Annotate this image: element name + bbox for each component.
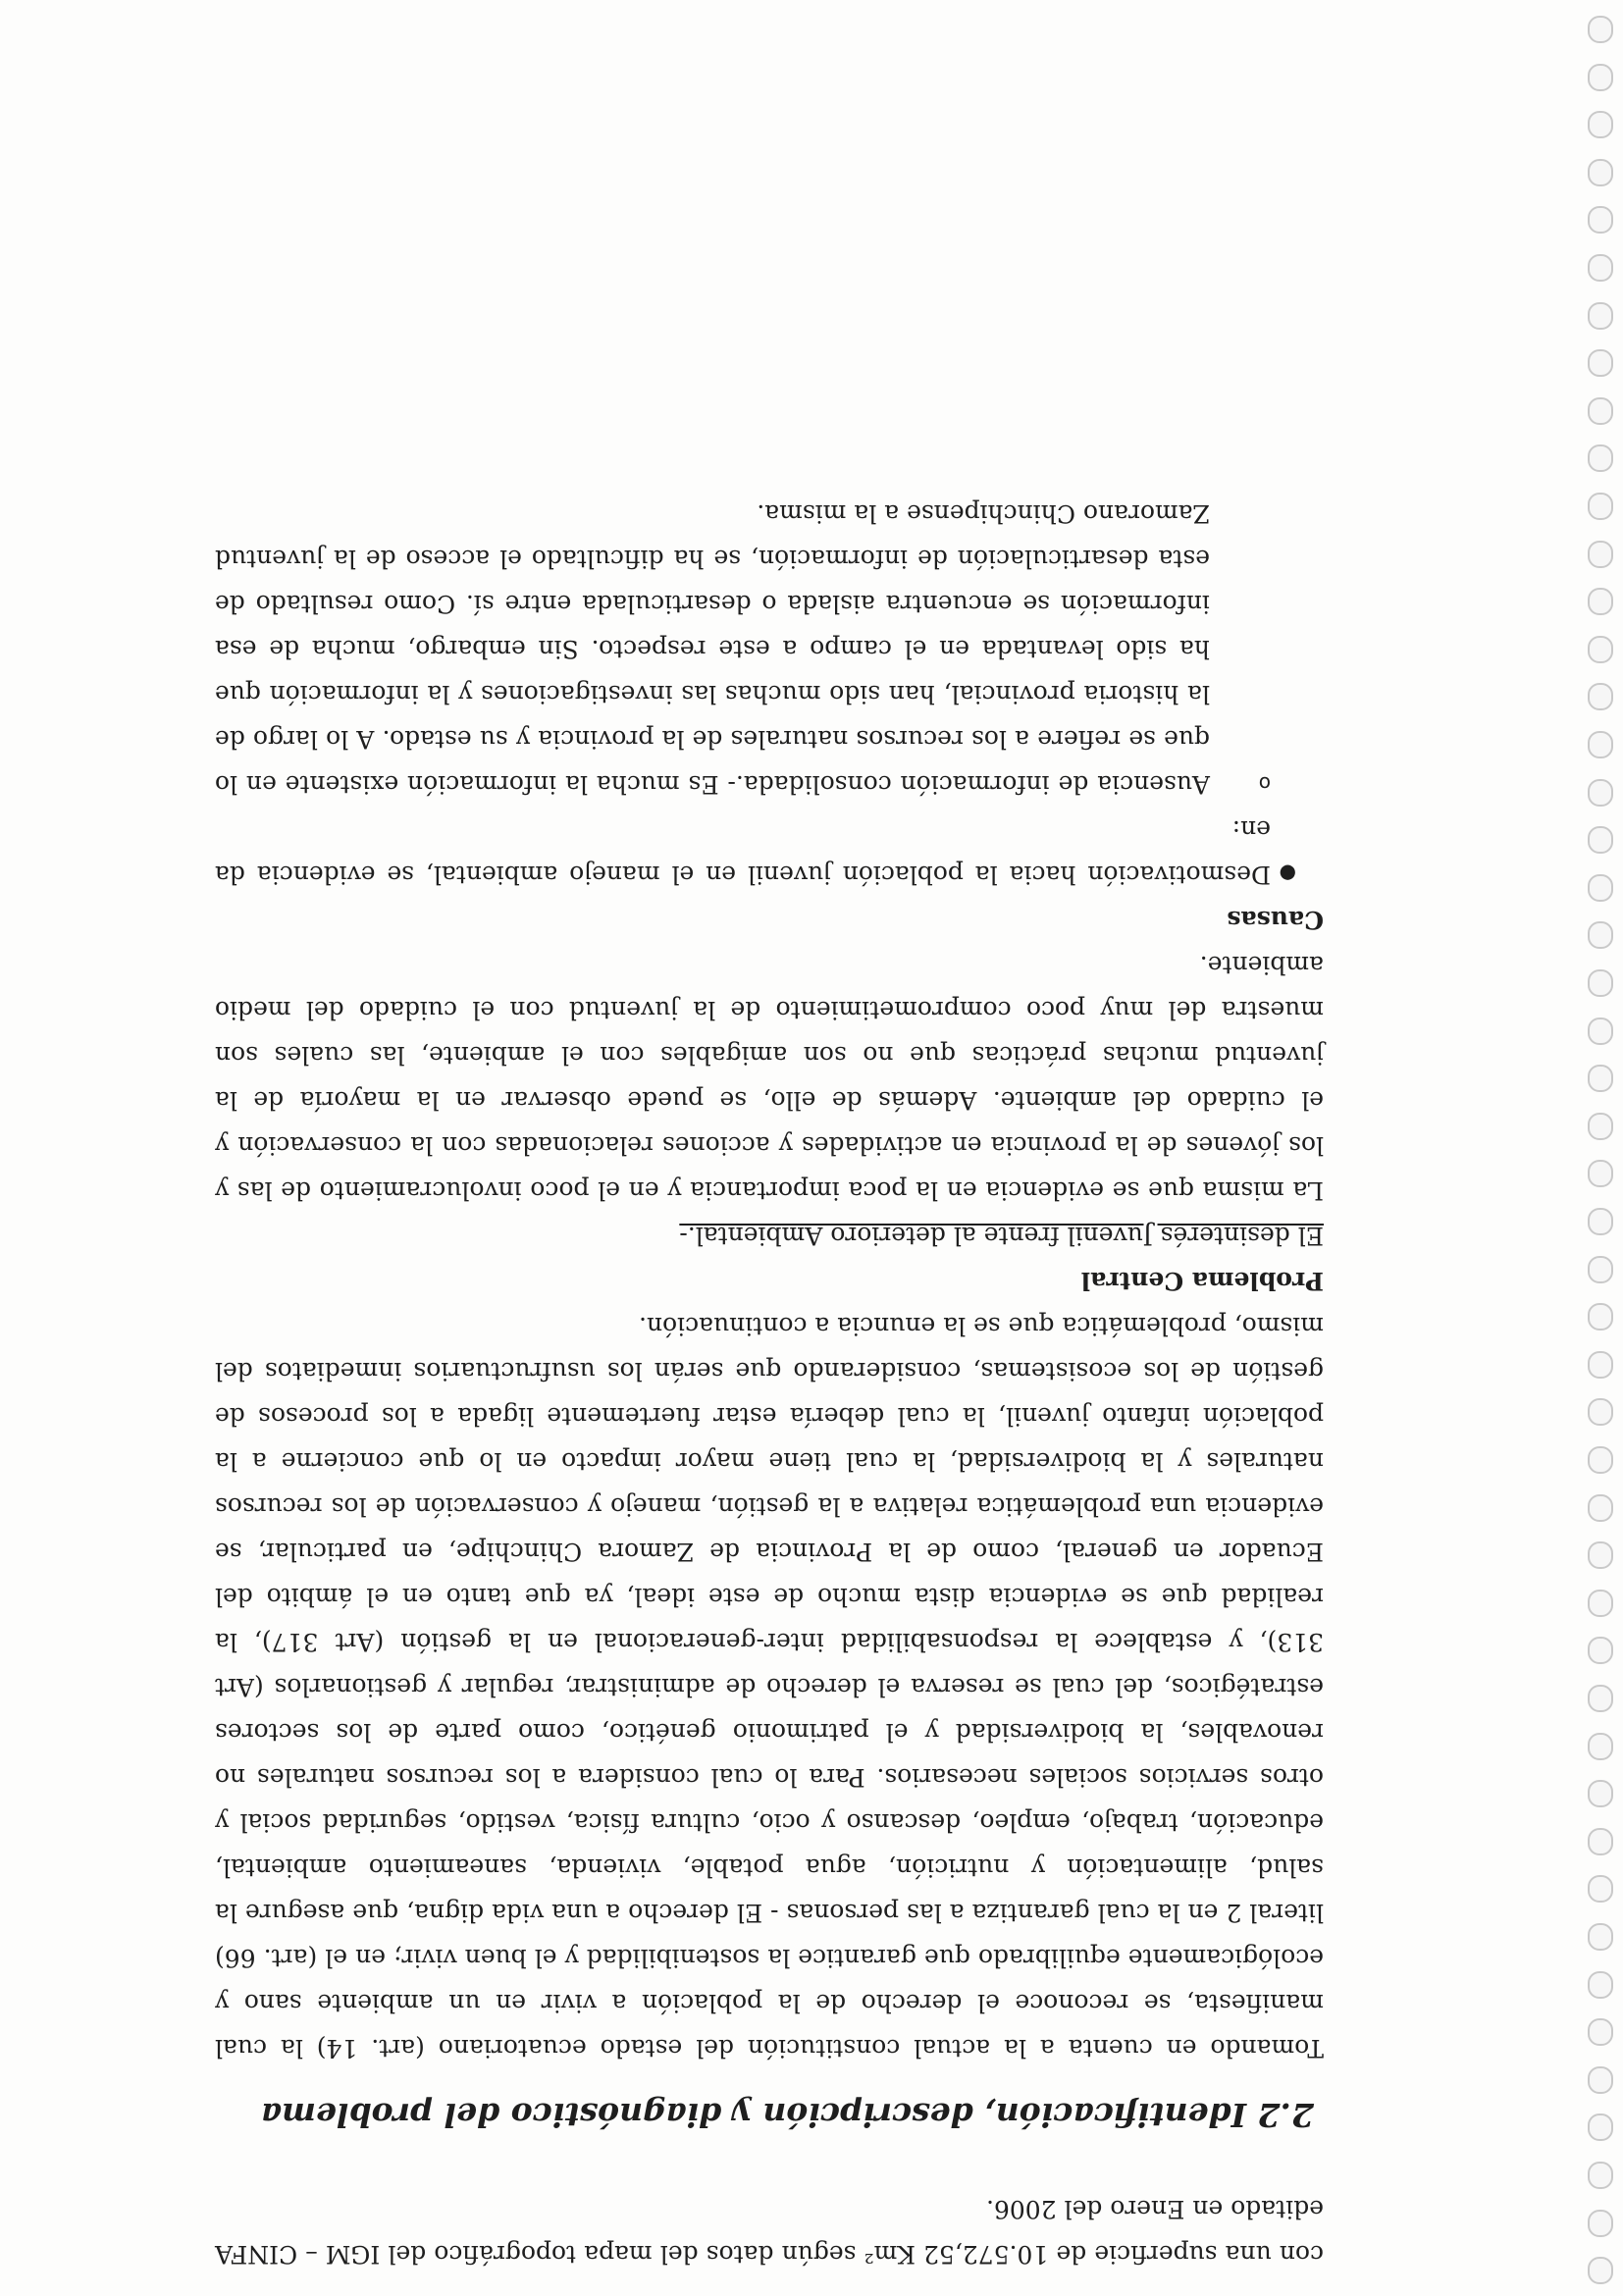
binding-hole bbox=[1588, 1113, 1613, 1140]
binding-hole bbox=[1588, 397, 1613, 425]
list-item bbox=[215, 491, 1296, 897]
binding-hole bbox=[1588, 636, 1613, 663]
binding-hole bbox=[1588, 2162, 1613, 2189]
binding-hole bbox=[1588, 2210, 1613, 2237]
binding-hole bbox=[1588, 349, 1613, 377]
causes-heading: Causas bbox=[1227, 906, 1324, 934]
sub-list-item: o Ausencia de información consolidada.- Es mucha la información existente en lo que se refiere a los recursos naturales de la provincia y su estado. A lo largo de la historia provincial, han sido muchas las investigaciones y la información que ha sido levantada en el campo a este respecto. Sin embargo, mucha de esa información se encuentra aislada o desarticulada entre sí. Como resultado de esta desarticulación de información, se ha dificultado el acceso de la juventud Zamorano Chinchipense a la misma. bbox=[215, 491, 1210, 807]
binding-hole bbox=[1588, 1208, 1613, 1235]
binding-hole bbox=[1588, 16, 1613, 43]
binding-hole bbox=[1588, 493, 1613, 520]
binding-hole bbox=[1588, 1971, 1613, 1999]
binding-hole bbox=[1588, 159, 1613, 186]
binding-hole bbox=[1588, 1875, 1613, 1903]
binding-hole bbox=[1588, 2018, 1613, 2046]
binding-hole bbox=[1588, 444, 1613, 472]
causes-list bbox=[215, 491, 1324, 897]
binding-hole bbox=[1588, 1685, 1613, 1712]
binding-hole bbox=[1588, 1065, 1613, 1092]
binding-hole bbox=[1588, 2257, 1613, 2284]
binding-hole bbox=[1588, 826, 1613, 854]
binding-hole bbox=[1588, 1637, 1613, 1664]
binding-hole bbox=[1588, 588, 1613, 615]
binding-hole bbox=[1588, 1923, 1613, 1951]
binding-hole bbox=[1588, 2113, 1613, 2141]
section-heading: 2.2 Identificación, descripción y diagnóstico del problema bbox=[260, 2096, 1314, 2134]
binding-hole bbox=[1588, 1494, 1613, 1522]
central-problem-title: El desinterés Juvenil frente al deterioro Ambiental.- bbox=[679, 1222, 1324, 1250]
bullet-demotivation-text: Desmotivación hacia la población juvenil en el manejo ambiental, se evidencia da en: bbox=[215, 815, 1271, 889]
constitution-paragraph: Tomando en cuenta a la actual constitución del estado ecuatoriano (art. 14) la cual manifiesta, se reconoce el derecho de la población a vivir en un ambiente sano y ecológicamente equilibrado que garantice la sostenibilidad y el buen vivir; en el (art. 66) literal 2 en la cual garantiza a las personas - El derecho a una vida digna, que asegure la salud, alimentación y nutrición, agua potable, vivienda, saneamiento ambiental, educación, trabajo, empleo, descanso y ocio, cultura física, vestido, seguridad social y otros servicios sociales necesarios. Para lo cual considera a los recursos naturales no renovables, la biodiversidad y el patrimonio genético, como parte de los sectores estratégicos, del cual se reserva el derecho de administrar, regular y gestionarlos (Art 313), y establece la responsabilidad inter-generacional en la gestión (Art 317), la realidad que se evidencia dista mucho de este ideal, ya que tanto en el ámbito del Ecuador en general, como de la Provincia de Zamora Chinchipe, en particular, se evidencia una problemática relativa a la gestión, manejo y conservación de los recursos naturales y la biodiversidad, la cual tiene mayor impacto en lo que concierne a la población infanto juvenil, la cual debería estar fuertemente ligada a los procesos de gestión de los ecosistemas, considerando que serán los usufructuarios inmediatos del mismo, problemática que se la enuncia a continuación. bbox=[215, 1312, 1324, 2062]
binding-hole bbox=[1588, 1541, 1613, 1569]
central-problem-paragraph: La misma que se evidencia en la poca importancia y en el poco involucramiento de las y los jóvenes de la provincia en actividades y acciones relacionadas con la conservación y el cuidado del ambiente. Además de ello, se puede observar en la mayoría de la juventud muchas prácticas que no son amigables con el ambiente, las cuales son muestra del muy poco comprometimiento de la juventud con el cuidado del medio ambiente. bbox=[215, 951, 1324, 1205]
binding-hole bbox=[1588, 2066, 1613, 2094]
binding-hole bbox=[1588, 874, 1613, 902]
binding-hole bbox=[1588, 1590, 1613, 1617]
binding-hole bbox=[1588, 64, 1613, 91]
binding-hole bbox=[1588, 1733, 1613, 1760]
binding-hole bbox=[1588, 1398, 1613, 1426]
binding-hole bbox=[1588, 111, 1613, 138]
binding-hole bbox=[1588, 921, 1613, 949]
binding-hole bbox=[1588, 779, 1613, 807]
central-problem-heading: Problema Central bbox=[1080, 1267, 1324, 1295]
binding-hole bbox=[1588, 731, 1613, 758]
binding-hole bbox=[1588, 1256, 1613, 1283]
binding-hole bbox=[1588, 1780, 1613, 1807]
binding-hole bbox=[1588, 1446, 1613, 1474]
binding-hole bbox=[1588, 1018, 1613, 1045]
binding-hole bbox=[1588, 541, 1613, 568]
sub-causes-list bbox=[215, 491, 1271, 807]
binding-hole bbox=[1588, 683, 1613, 710]
binding-hole bbox=[1588, 1351, 1613, 1379]
binding-hole bbox=[1588, 1160, 1613, 1187]
document-body bbox=[215, 491, 1324, 2276]
binding-hole bbox=[1588, 1303, 1613, 1331]
spiral-binding bbox=[1582, 0, 1623, 2296]
binding-hole bbox=[1588, 254, 1613, 282]
intro-continuation-paragraph: con una superficie de 10.572,52 Km² según datos del mapa topográfico del IGM – CINFA editado en Enero del 2006. bbox=[215, 2195, 1324, 2269]
binding-hole bbox=[1588, 206, 1613, 234]
binding-hole bbox=[1588, 1828, 1613, 1855]
binding-hole bbox=[1588, 302, 1613, 330]
binding-hole bbox=[1588, 969, 1613, 997]
